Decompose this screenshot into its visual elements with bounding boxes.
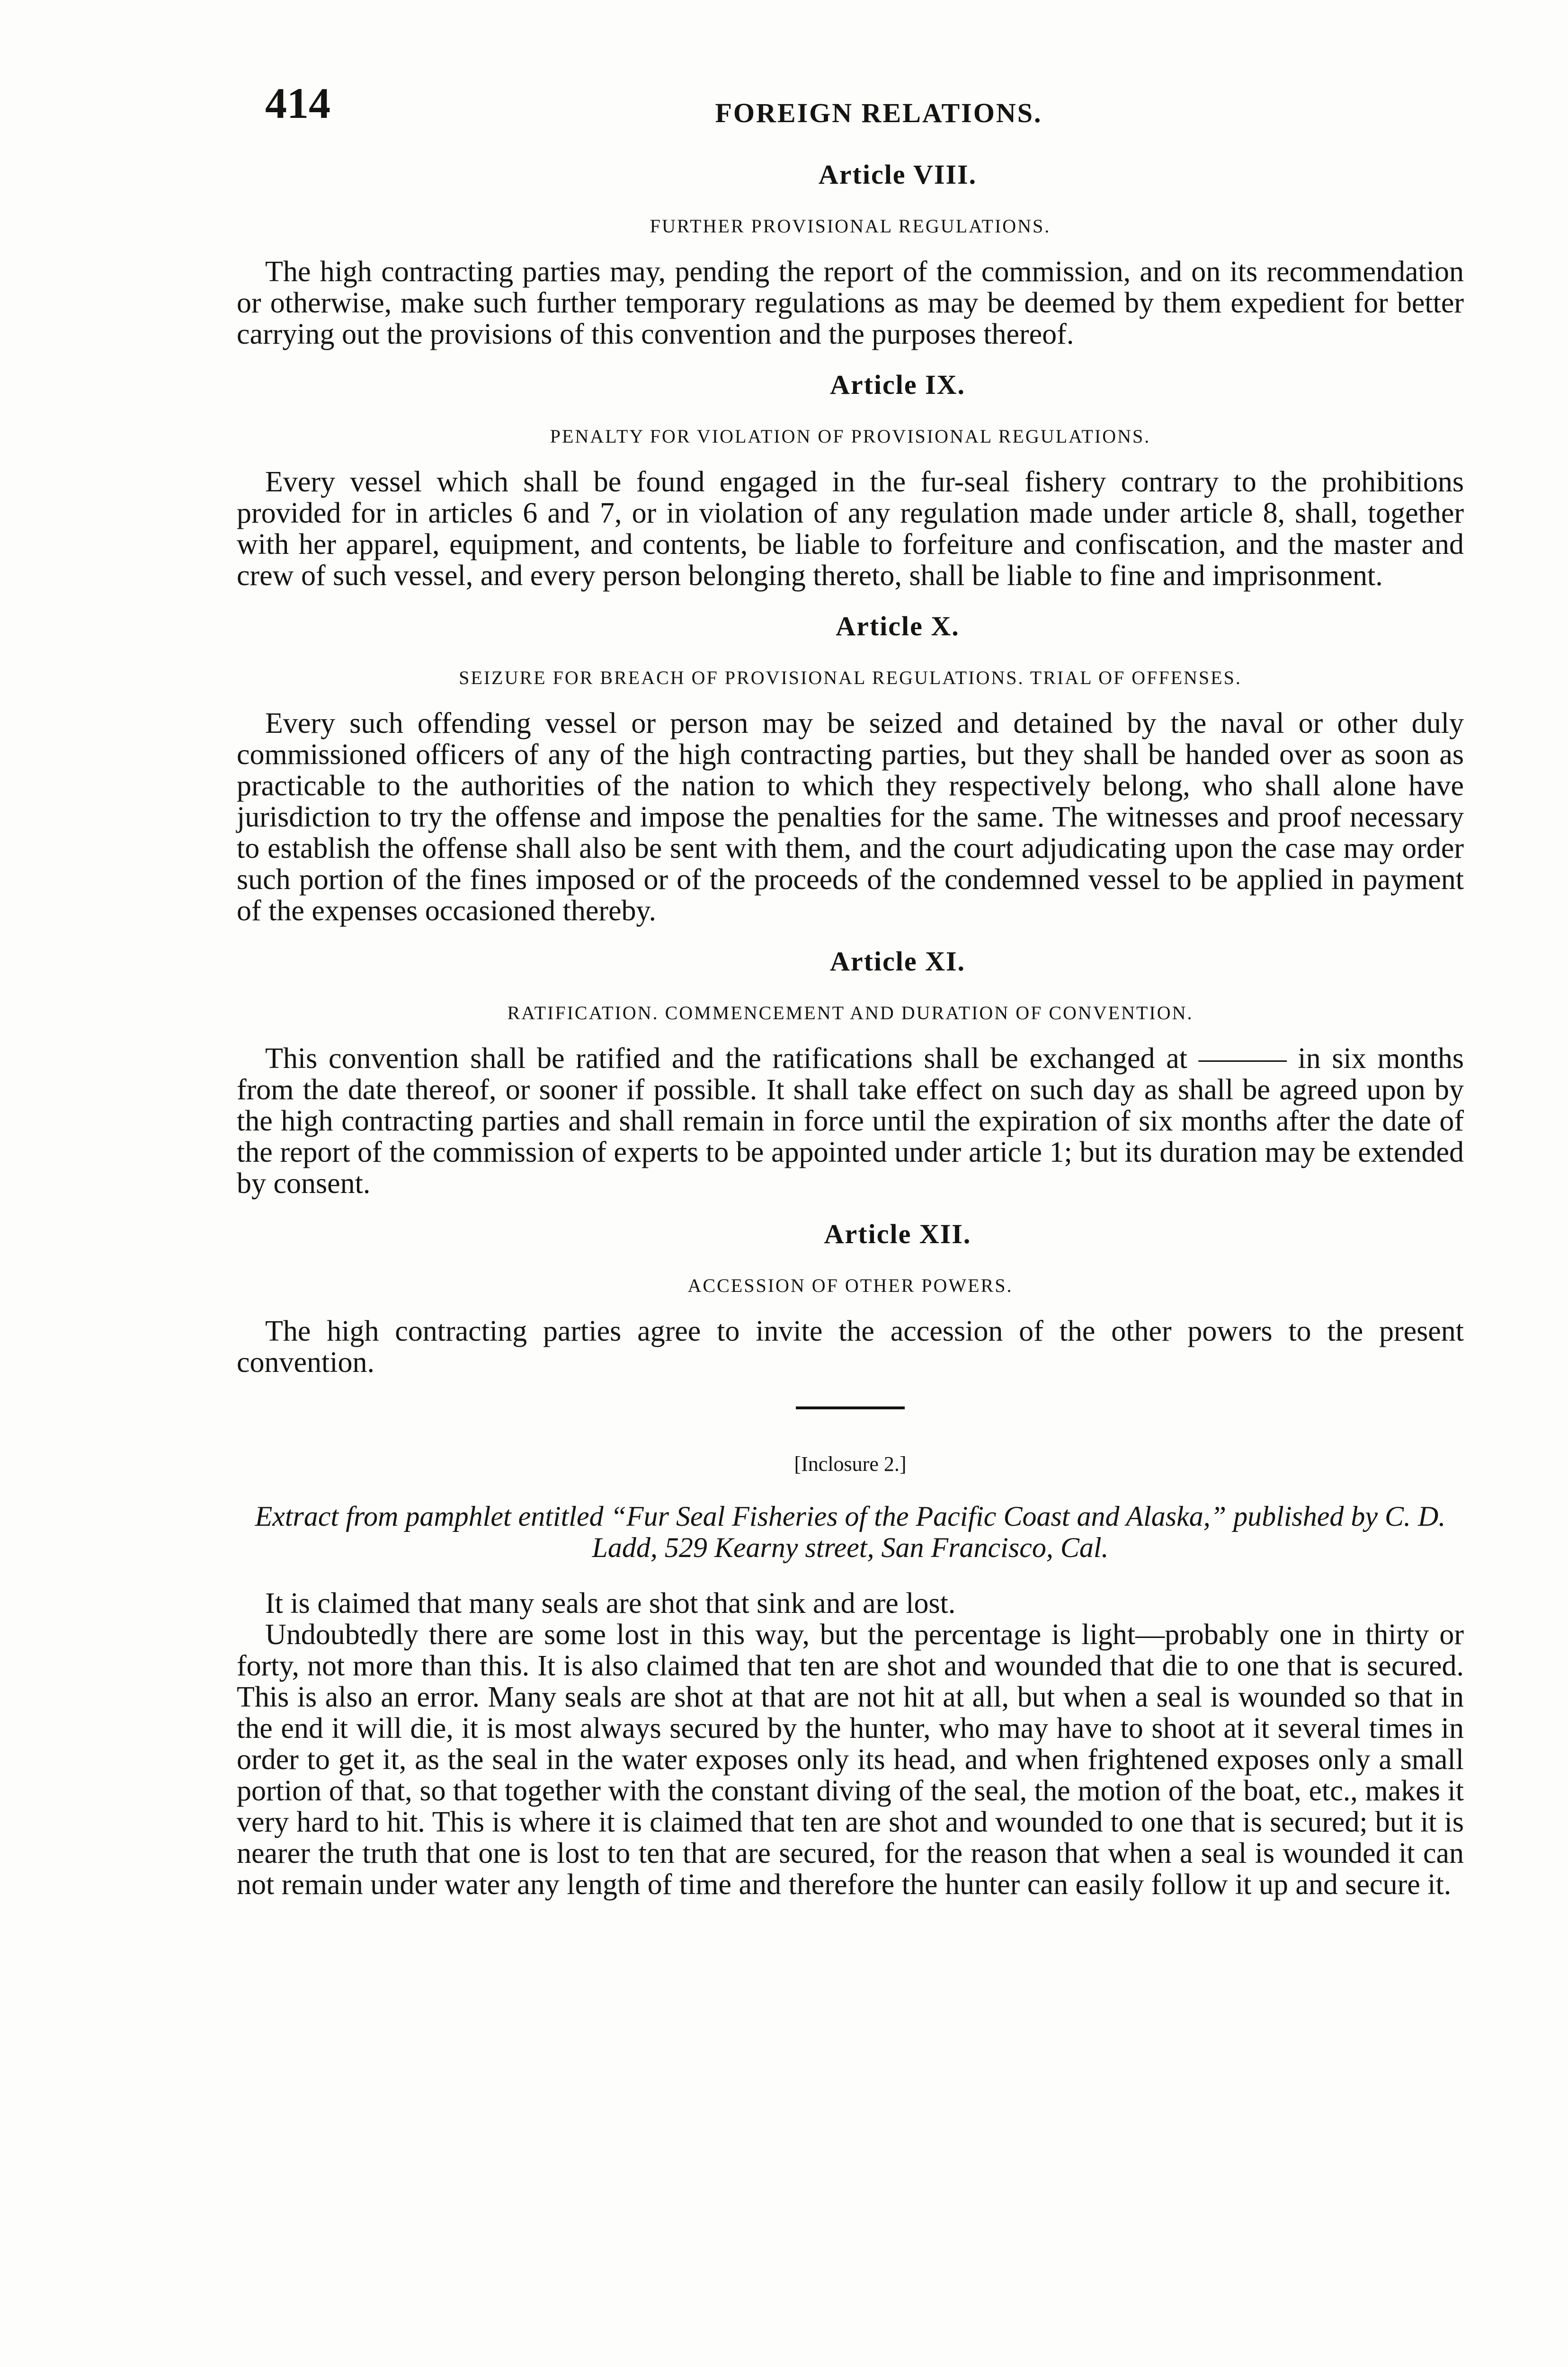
- extract-paragraph: Undoubtedly there are some lost in this way, but the percentage is light—probably one in thirty or forty, not more than this. It is also claimed that ten are shot and wounded that die to one that is secured. This is also an error. Many seals are shot at that are not hit at all, but when a seal is wounded so that in the end it will die, it is most always secured by the hunter, who may have to shoot at it several times in order to get it, as the seal in the water exposes only its head, and when frightened exposes only a small portion of that, so that together with the constant diving of the seal, the motion of the boat, etc., makes it very hard to hit. This is where it is claimed that ten are shot and wounded to one that is secured; but it is nearer the truth that one is lost to ten that are secured, for the reason that when a seal is wounded it can not remain under water any length of time and therefore the hunter can easily follow it up and secure it.: [237, 1619, 1464, 1901]
- article-heading: Article IX.: [829, 369, 966, 400]
- article-subheading: SEIZURE FOR BREACH OF PROVISIONAL REGULATIONS. TRIAL OF OFFENSES.: [459, 667, 1242, 688]
- article-heading: Article XI.: [829, 946, 966, 977]
- article-xi: [237, 945, 1464, 1199]
- running-title: FOREIGN RELATIONS.: [715, 98, 1042, 128]
- article-text: Every vessel which shall be found engaged in the fur-seal fishery contrary to the prohibitions provided for in articles 6 and 7, or in violation of any regulation made under article 8, shall, together with her apparel, equipment, and contents, be liable to forfeiture and confiscation, and the master and crew of such vessel, and every person belonging thereto, shall be liable to fine and imprisonment.: [237, 466, 1464, 592]
- article-text: The high contracting parties agree to invite the accession of the other powers to the present convention.: [237, 1315, 1464, 1379]
- article-heading: Article VIII.: [818, 159, 977, 190]
- article-x: [237, 610, 1464, 926]
- article-viii: [237, 159, 1464, 350]
- article-ix: [237, 369, 1464, 591]
- extract-title: Extract from pamphlet entitled “Fur Seal Fisheries of the Pacific Coast and Alaska,” published by C. D. Ladd, 529 Kearny street, San Francisco, Cal.: [255, 1501, 1446, 1563]
- article-subheading: ACCESSION OF OTHER POWERS.: [687, 1275, 1013, 1296]
- section-divider: [796, 1406, 905, 1409]
- article-heading: Article X.: [836, 611, 960, 641]
- extract-paragraph: It is claimed that many seals are shot that sink and are lost.: [265, 1587, 956, 1620]
- article-xii: [237, 1218, 1464, 1378]
- article-text: This convention shall be ratified and the ratifications shall be exchanged at ——— in six months from the date thereof, or sooner if possible. It shall take effect on such day as shall be agreed upon by the high contracting parties and shall remain in force until the expiration of six months after the date of the report of the commission of experts to be appointed under article 1; but its duration may be extended by consent.: [237, 1042, 1464, 1200]
- article-subheading: RATIFICATION. COMMENCEMENT AND DURATION OF CONVENTION.: [507, 1002, 1194, 1023]
- running-head: [237, 78, 1464, 140]
- inclosure-2: [237, 1452, 1464, 1900]
- article-subheading: PENALTY FOR VIOLATION OF PROVISIONAL REGULATIONS.: [550, 426, 1151, 447]
- article-text: Every such offending vessel or person may be seized and detained by the naval or other duly commissioned officers of any of the high contracting parties, but they shall be handed over as soon as practicable to the authorities of the nation to which they respectively belong, who shall alone have jurisdiction to try the offense and impose the penalties for the same. The witnesses and proof necessary to establish the offense shall also be sent with them, and the court adjudicating upon the case may order such portion of the fines imposed or of the proceeds of the condemned vessel to be applied in payment of the expenses occasioned thereby.: [237, 707, 1464, 927]
- article-heading: Article XII.: [824, 1219, 971, 1249]
- page-number: 414: [265, 79, 330, 127]
- inclosure-label: [Inclosure 2.]: [794, 1452, 907, 1476]
- article-text: The high contracting parties may, pending the report of the commission, and on its recommendation or otherwise, make such further temporary regulations as may be deemed by them expedient for better carrying out the provisions of this convention and the purposes thereof.: [237, 256, 1464, 350]
- article-subheading: FURTHER PROVISIONAL REGULATIONS.: [650, 215, 1051, 237]
